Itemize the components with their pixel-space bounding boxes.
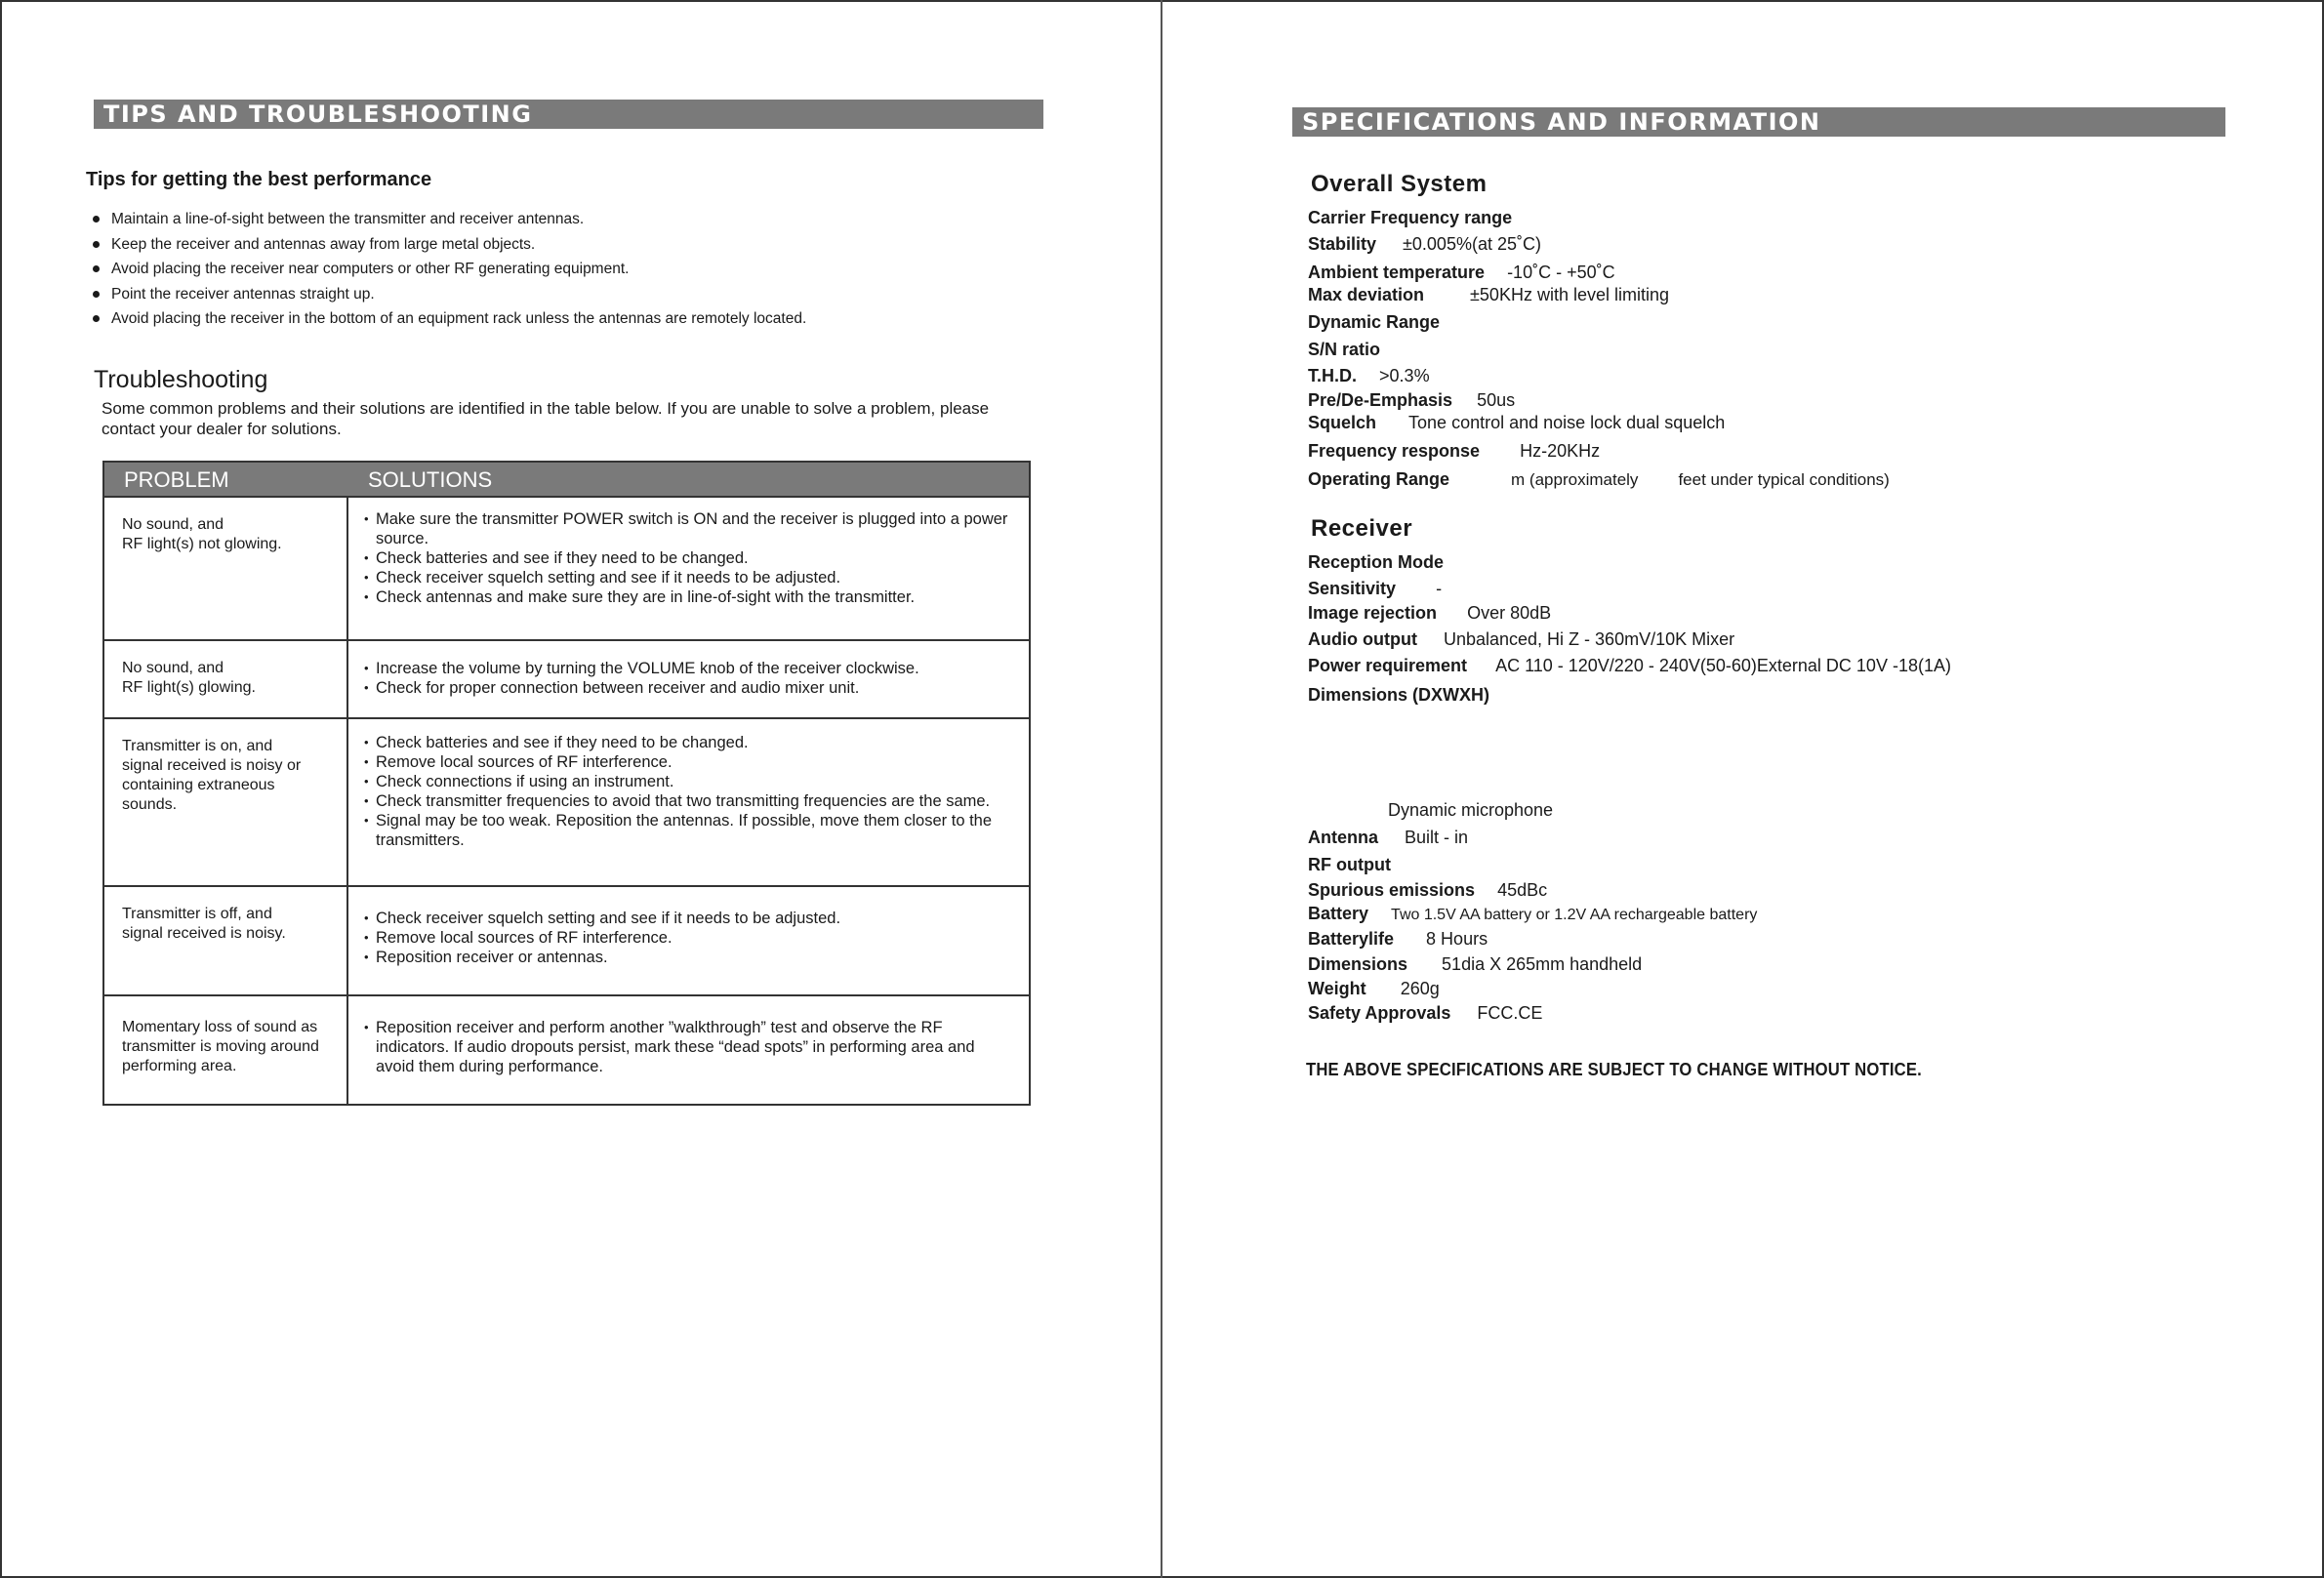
solution-line: • Check batteries and see if they need to be changed. <box>364 548 1009 568</box>
problem-line: containing extraneous <box>122 777 275 793</box>
table-row <box>104 498 1029 639</box>
problem-line: No sound, and <box>122 516 224 533</box>
tip-item: Point the receiver antennas straight up. <box>92 282 806 307</box>
solution-line: • Make sure the transmitter POWER switch is ON and the receiver is plugged into a power source. <box>364 509 1009 548</box>
spec-value: Dynamic microphone <box>1388 800 1554 820</box>
problem-line: performing area. <box>122 1058 237 1074</box>
spec-reception-mode <box>1308 552 1444 573</box>
spec-value: 50us <box>1477 390 1516 410</box>
spec-label: Sensitivity <box>1308 579 1397 598</box>
table-row <box>104 994 1029 1104</box>
spec-label: Antenna <box>1308 828 1378 847</box>
tips-section-title: TIPS AND TROUBLESHOOTING <box>94 100 1043 129</box>
spec-label: Max deviation <box>1308 285 1425 304</box>
spec-thd <box>1308 366 1430 386</box>
troubleshooting-table <box>102 461 1031 1106</box>
spec-value: - <box>1436 579 1443 598</box>
spec-value: Tone control and noise lock dual squelch <box>1408 413 1726 432</box>
spec-value: Unbalanced, Hi Z - 360mV/10K Mixer <box>1443 629 1735 649</box>
dynamic-microphone-title <box>1388 800 1553 821</box>
problem-line: RF light(s) glowing. <box>122 679 256 696</box>
problem-cell <box>104 719 348 885</box>
spec-sensitivity <box>1308 579 1442 599</box>
table-row <box>104 885 1029 994</box>
specifications-notice: THE ABOVE SPECIFICATIONS ARE SUBJECT TO CHANGE WITHOUT NOTICE. <box>1306 1059 1922 1079</box>
spec-label: Stability <box>1308 234 1377 254</box>
column-header-problem: PROBLEM <box>124 467 229 492</box>
spec-label: Spurious emissions <box>1308 880 1476 900</box>
solution-line: • Check transmitter frequencies to avoid that two transmitting frequencies are the same. <box>364 791 1009 811</box>
specs-section-title: SPECIFICATIONS AND INFORMATION <box>1292 107 2225 137</box>
spec-label: Reception Mode <box>1308 552 1445 572</box>
spec-value: 260g <box>1400 979 1440 998</box>
solution-line: • Check receiver squelch setting and see if it needs to be adjusted. <box>364 909 1009 928</box>
spec-carrier-frequency <box>1308 208 1512 228</box>
solution-line: • Check connections if using an instrument. <box>364 772 1009 791</box>
spec-label: Image rejection <box>1308 603 1438 623</box>
spec-value: -10˚C - +50˚C <box>1507 263 1615 282</box>
spec-label: Frequency response <box>1308 441 1481 461</box>
spec-label: T.H.D. <box>1308 366 1358 385</box>
solutions-cell <box>348 641 1029 717</box>
spec-value: feet under typical conditions) <box>1678 470 1890 489</box>
spec-antenna <box>1308 828 1468 848</box>
solution-line: • Remove local sources of RF interference. <box>364 752 1009 772</box>
solutions-cell <box>348 498 1029 639</box>
spec-value: AC 110 - 120V/220 - 240V(50-60)External DC 10V -18(1A) <box>1495 656 1951 675</box>
solution-line: • Reposition receiver and perform another ”walkthrough” test and observe the RF indicators. If audio dropouts persist, mark these “dead spots” in performing area and avoid them during performance. <box>364 1018 1009 1076</box>
spec-stability <box>1308 234 1541 255</box>
spec-value: Two 1.5V AA battery or 1.2V AA rechargeable battery <box>1391 907 1758 923</box>
troubleshooting-intro: Some common problems and their solutions are identified in the table below. If you are unable to solve a problem, please contact your dealer for solutions. <box>102 399 990 438</box>
tip-item: Keep the receiver and antennas away from large metal objects. <box>92 232 806 258</box>
spec-operating-range <box>1308 469 1890 490</box>
spec-max-deviation <box>1308 285 1669 305</box>
spec-label: Audio output <box>1308 629 1417 649</box>
spec-label: Power requirement <box>1308 656 1468 675</box>
spec-weight <box>1308 979 1440 999</box>
problem-line: Momentary loss of sound as <box>122 1019 318 1035</box>
problem-cell <box>104 498 348 639</box>
problem-cell <box>104 996 348 1104</box>
spec-label: S/N ratio <box>1308 340 1381 359</box>
solution-line: • Reposition receiver or antennas. <box>364 948 1009 967</box>
solution-line: • Remove local sources of RF interference. <box>364 928 1009 948</box>
solution-line: • Check receiver squelch setting and see if it needs to be adjusted. <box>364 568 1009 587</box>
spec-value: FCC.CE <box>1477 1003 1543 1023</box>
spec-audio-output <box>1308 629 1734 650</box>
tips-heading: Tips for getting the best performance <box>86 169 432 190</box>
spec-value: ±0.005%(at 25˚C) <box>1403 234 1541 254</box>
spec-label: RF output <box>1308 855 1391 874</box>
spec-label: Pre/De-Emphasis <box>1308 390 1453 410</box>
tip-item: Maintain a line-of-sight between the transmitter and receiver antennas. <box>92 207 806 232</box>
problem-line: sounds. <box>122 796 178 813</box>
solution-line: • Check for proper connection between receiver and audio mixer unit. <box>364 678 1009 698</box>
problem-line: Transmitter is on, and <box>122 738 273 754</box>
spec-dynamic-range <box>1308 312 1440 333</box>
spec-receiver-dimensions <box>1308 685 1489 706</box>
spec-label: Dimensions <box>1308 954 1408 974</box>
spec-ambient-temperature <box>1308 263 1615 283</box>
problem-line: signal received is noisy. <box>122 925 286 942</box>
page-divider <box>1161 0 1162 1578</box>
spec-label: Safety Approvals <box>1308 1003 1451 1023</box>
solution-line: • Increase the volume by turning the VOLUME knob of the receiver clockwise. <box>364 659 1009 678</box>
problem-line: signal received is noisy or <box>122 757 302 774</box>
spec-power-requirement <box>1308 656 1951 676</box>
troubleshooting-heading: Troubleshooting <box>94 366 268 393</box>
spec-value: 51dia X 265mm handheld <box>1442 954 1643 974</box>
spec-label: Weight <box>1308 979 1366 998</box>
table-row <box>104 717 1029 885</box>
spec-label: Ambient temperature <box>1308 263 1486 282</box>
solutions-cell <box>348 887 1029 994</box>
solutions-cell <box>348 719 1029 885</box>
column-header-solutions: SOLUTIONS <box>368 467 493 492</box>
spec-frequency-response <box>1308 441 1600 462</box>
spec-value: Over 80dB <box>1467 603 1552 623</box>
spec-batterylife <box>1308 929 1488 950</box>
spec-value: 45dBc <box>1497 880 1548 900</box>
solution-line: • Check antennas and make sure they are in line-of-sight with the transmitter. <box>364 587 1009 607</box>
spec-battery <box>1308 904 1757 924</box>
spec-value: >0.3% <box>1379 366 1430 385</box>
spec-label: Battery <box>1308 904 1369 923</box>
spec-label: Dimensions (DXWXH) <box>1308 685 1490 705</box>
spec-value: 8 Hours <box>1426 929 1488 949</box>
spec-image-rejection <box>1308 603 1551 624</box>
spec-value: Hz-20KHz <box>1520 441 1601 461</box>
tip-item: Avoid placing the receiver near computers or other RF generating equipment. <box>92 257 806 282</box>
problem-line: transmitter is moving around <box>122 1038 319 1055</box>
tip-item: Avoid placing the receiver in the bottom of an equipment rack unless the antennas are remotely located. <box>92 306 806 332</box>
overall-system-title: Overall System <box>1311 171 1488 197</box>
solutions-cell <box>348 996 1029 1104</box>
spec-value: Built - in <box>1405 828 1469 847</box>
spec-label: Operating Range <box>1308 469 1450 489</box>
table-row <box>104 639 1029 717</box>
solution-line: • Signal may be too weak. Reposition the antennas. If possible, move them closer to the transmitters. <box>364 811 1009 850</box>
spec-pre-de-emphasis <box>1308 390 1515 411</box>
spec-value: m (approximately <box>1511 470 1639 489</box>
spec-mic-dimensions <box>1308 954 1642 975</box>
spec-sn-ratio <box>1308 340 1380 360</box>
spec-value: ±50KHz with level limiting <box>1470 285 1669 304</box>
spec-spurious-emissions <box>1308 880 1547 901</box>
spec-safety-approvals <box>1308 1003 1542 1024</box>
spec-squelch <box>1308 413 1725 433</box>
problem-line: No sound, and <box>122 660 224 676</box>
spec-rf-output <box>1308 855 1391 875</box>
problem-line: Transmitter is off, and <box>122 906 272 922</box>
spec-label: Batterylife <box>1308 929 1395 949</box>
spec-label: Dynamic Range <box>1308 312 1441 332</box>
tips-list <box>92 207 806 332</box>
problem-cell <box>104 641 348 717</box>
table-header <box>104 463 1029 498</box>
spec-label: Squelch <box>1308 413 1377 432</box>
solution-line: • Check batteries and see if they need to be changed. <box>364 733 1009 752</box>
problem-cell <box>104 887 348 994</box>
spec-label: Carrier Frequency range <box>1308 208 1513 227</box>
problem-line: RF light(s) not glowing. <box>122 536 282 552</box>
receiver-title: Receiver <box>1311 515 1413 542</box>
